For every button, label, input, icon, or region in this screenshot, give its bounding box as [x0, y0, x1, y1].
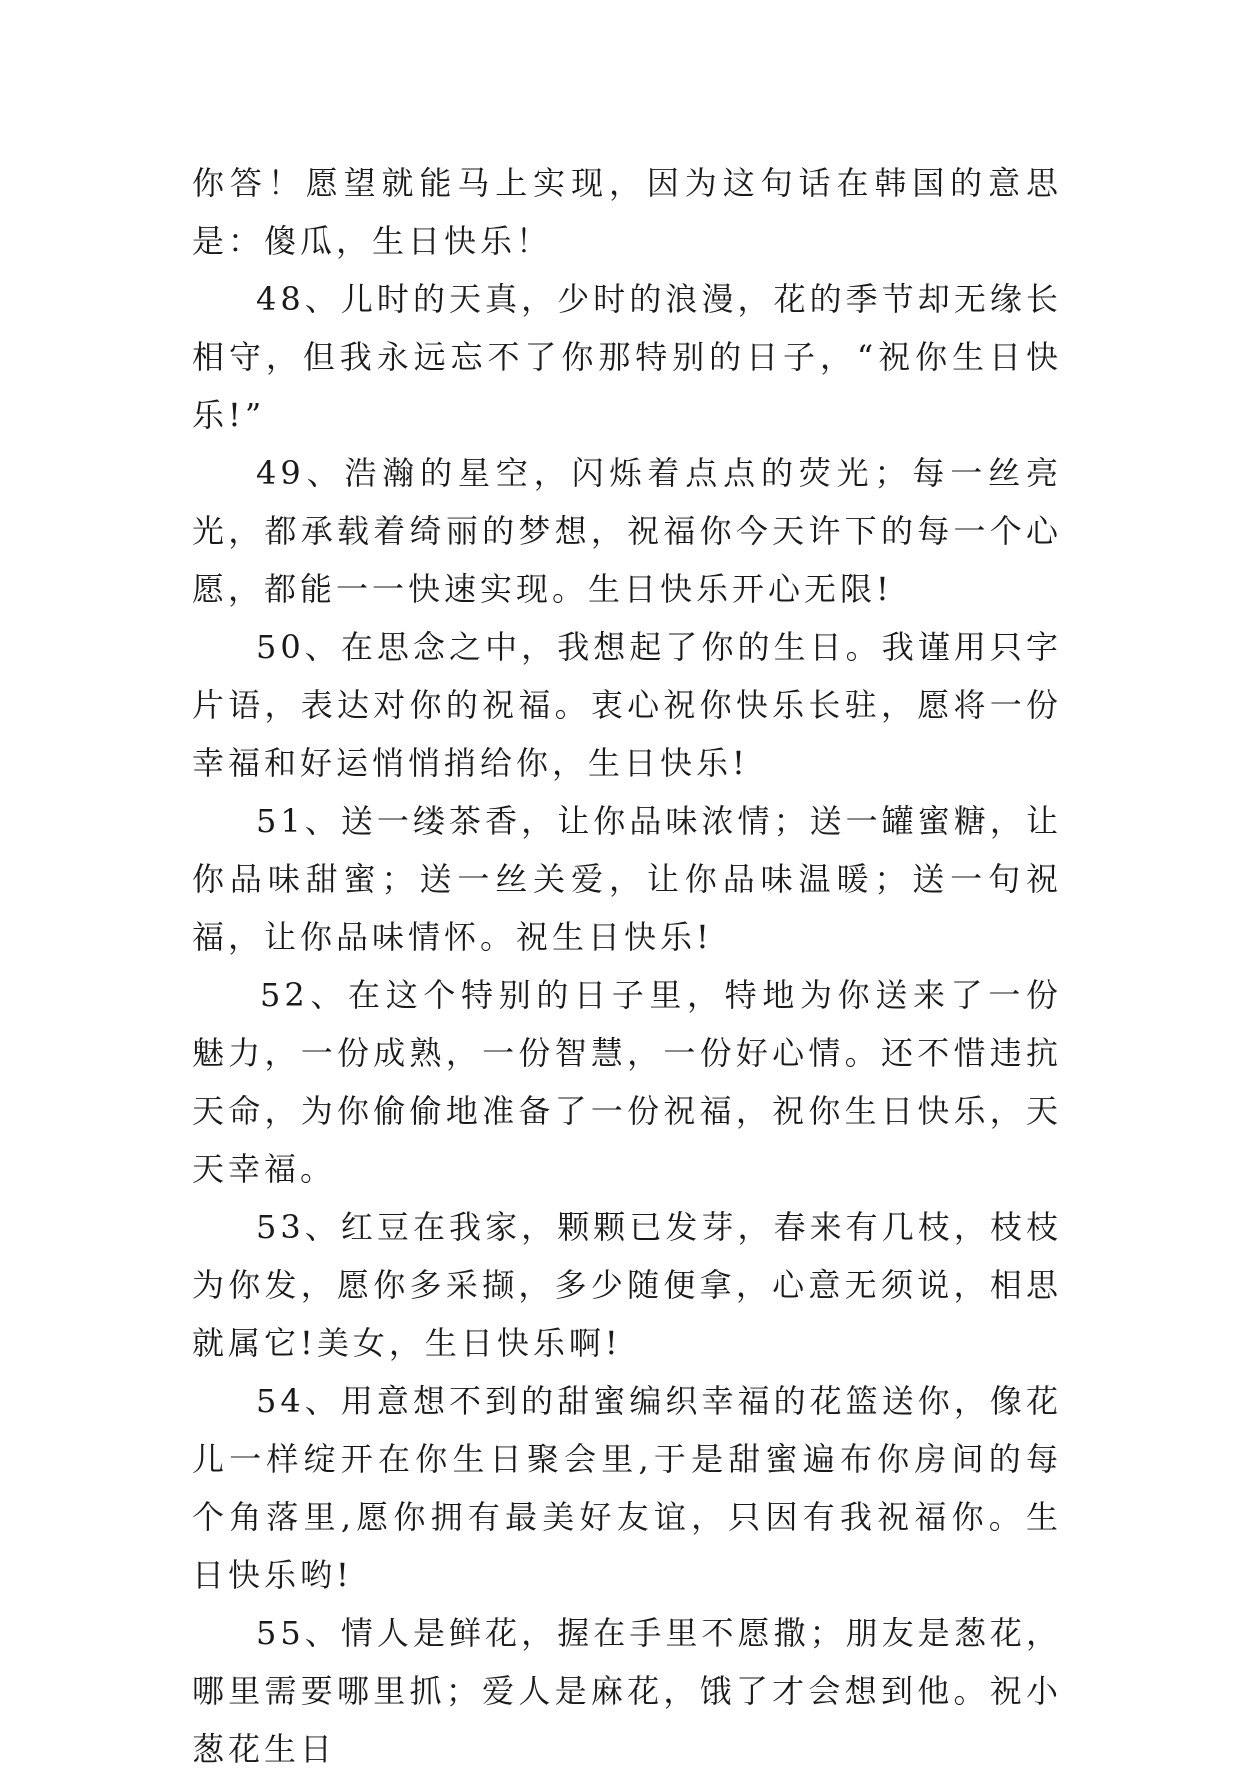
- paragraph-item-49: 49、浩瀚的星空，闪烁着点点的荧光；每一丝亮光，都承载着绮丽的梦想，祝福你今天许下的每一个心愿，都能一一快速实现。生日快乐开心无限!: [192, 454, 1062, 608]
- paragraph-item-50: 50、在思念之中，我想起了你的生日。我谨用只字片语，表达对你的祝福。衷心祝你快乐长驻，愿将一份幸福和好运悄悄捎给你，生日快乐!: [192, 628, 1062, 782]
- paragraph-item-54: 54、用意想不到的甜蜜编织幸福的花篮送你，像花儿一样绽开在你生日聚会里,于是甜蜜遍布你房间的每个角落里,愿你拥有最美好友谊，只因有我祝福你。生日快乐哟!: [192, 1382, 1062, 1594]
- paragraph-item-48: 48、儿时的天真，少时的浪漫，花的季节却无缘长相守，但我永远忘不了你那特别的日子，“祝你生日快乐!”: [192, 280, 1062, 434]
- paragraph-item-55: 55、情人是鲜花，握在手里不愿撒；朋友是葱花，哪里需要哪里抓；爱人是麻花，饿了才会想到他。祝小葱花生日: [192, 1614, 1062, 1768]
- paragraph-item-52: 52、在这个特别的日子里，特地为你送来了一份魅力，一份成熟，一份智慧，一份好心情。还不惜违抗天命，为你偷偷地准备了一份祝福，祝你生日快乐，天天幸福。: [192, 976, 1062, 1188]
- document-body: [192, 154, 1062, 1778]
- paragraph-item-51: 51、送一缕茶香，让你品味浓情；送一罐蜜糖，让你品味甜蜜；送一丝关爱，让你品味温暖；送一句祝福，让你品味情怀。祝生日快乐!: [192, 802, 1062, 956]
- paragraph-continuation: 你答！愿望就能马上实现，因为这句话在韩国的意思是：傻瓜，生日快乐！: [192, 164, 1062, 260]
- paragraph-item-53: 53、红豆在我家，颗颗已发芽，春来有几枝，枝枝为你发，愿你多采撷，多少随便拿，心意无须说，相思就属它!美女，生日快乐啊!: [192, 1208, 1062, 1362]
